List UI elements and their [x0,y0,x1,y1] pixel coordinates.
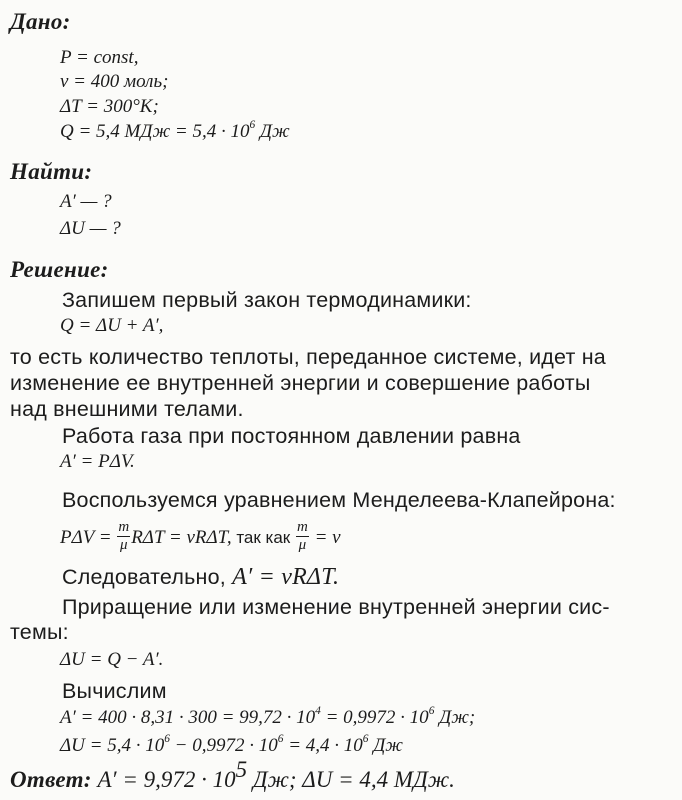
mass-over-molar-fraction: $\frac{m}{\mu}$ [118,519,130,553]
work-calculation: $A' = 400 \cdot 8,31 \cdot 300 = 99,72 \cdot 10^4 = 0,9972 \cdot 10^6$ Дж; [60,704,476,728]
explanation-line-1: то есть количество теплоты, переданное системе, идет на [10,345,606,369]
given-pressure: P = const, [60,47,139,68]
given-temperature: ΔT = 300°K; [60,96,159,117]
solution-heading: Решение: [10,257,109,282]
internal-energy-formula: ΔU = Q − A′. [60,649,164,670]
find-internal-energy: ΔU — ? [60,218,121,239]
find-heading: Найти: [10,159,93,184]
given-moles: ν = 400 моль; [60,71,169,92]
clapeyron-intro: Воспользуемся уравнением Менделеева-Клапейрона: [62,488,616,512]
energy-calculation: $\Delta U = 5,4 \cdot 10^6 - 0,9972 \cdot 10^6 = 4,4 \cdot 10^6$ Дж [60,732,403,756]
explanation-line-2: изменение ее внутренней энергии и совершение работы [10,371,591,395]
find-work: A′ — ? [60,191,112,212]
answer-line: Ответ: $A' = 9,972 \cdot 10^5$ Дж; ΔU = 4,4 МДж. [10,757,455,792]
given-heading: Дано: [10,9,71,34]
calculate-label: Вычислим [62,679,167,703]
first-law-formula: Q = ΔU + A′, [60,315,164,336]
work-formula: A′ = PΔV. [60,451,135,472]
given-heat: Q = 5,4 МДж = $5,4 \cdot 10^6$ Дж [60,118,290,142]
explanation-line-3: над внешними телами. [10,397,244,421]
answer-label: Ответ: [10,767,92,792]
work-intro: Работа газа при постоянном давлении равна [62,424,521,448]
clapeyron-formula: PΔV = $\frac{m}{\mu}$ RΔT = νRΔT, так как $\frac{m}{\mu}$ = ν [60,519,341,553]
internal-energy-intro-2: темы: [10,620,69,644]
first-law-intro: Запишем первый закон термодинамики: [62,288,472,312]
conclusion-line: Следовательно, A′ = νRΔT. [62,564,340,590]
mass-over-molar-fraction-2: $\frac{m}{\mu}$ [296,519,308,553]
internal-energy-intro-1: Приращение или изменение внутренней энергии сис- [62,595,610,619]
